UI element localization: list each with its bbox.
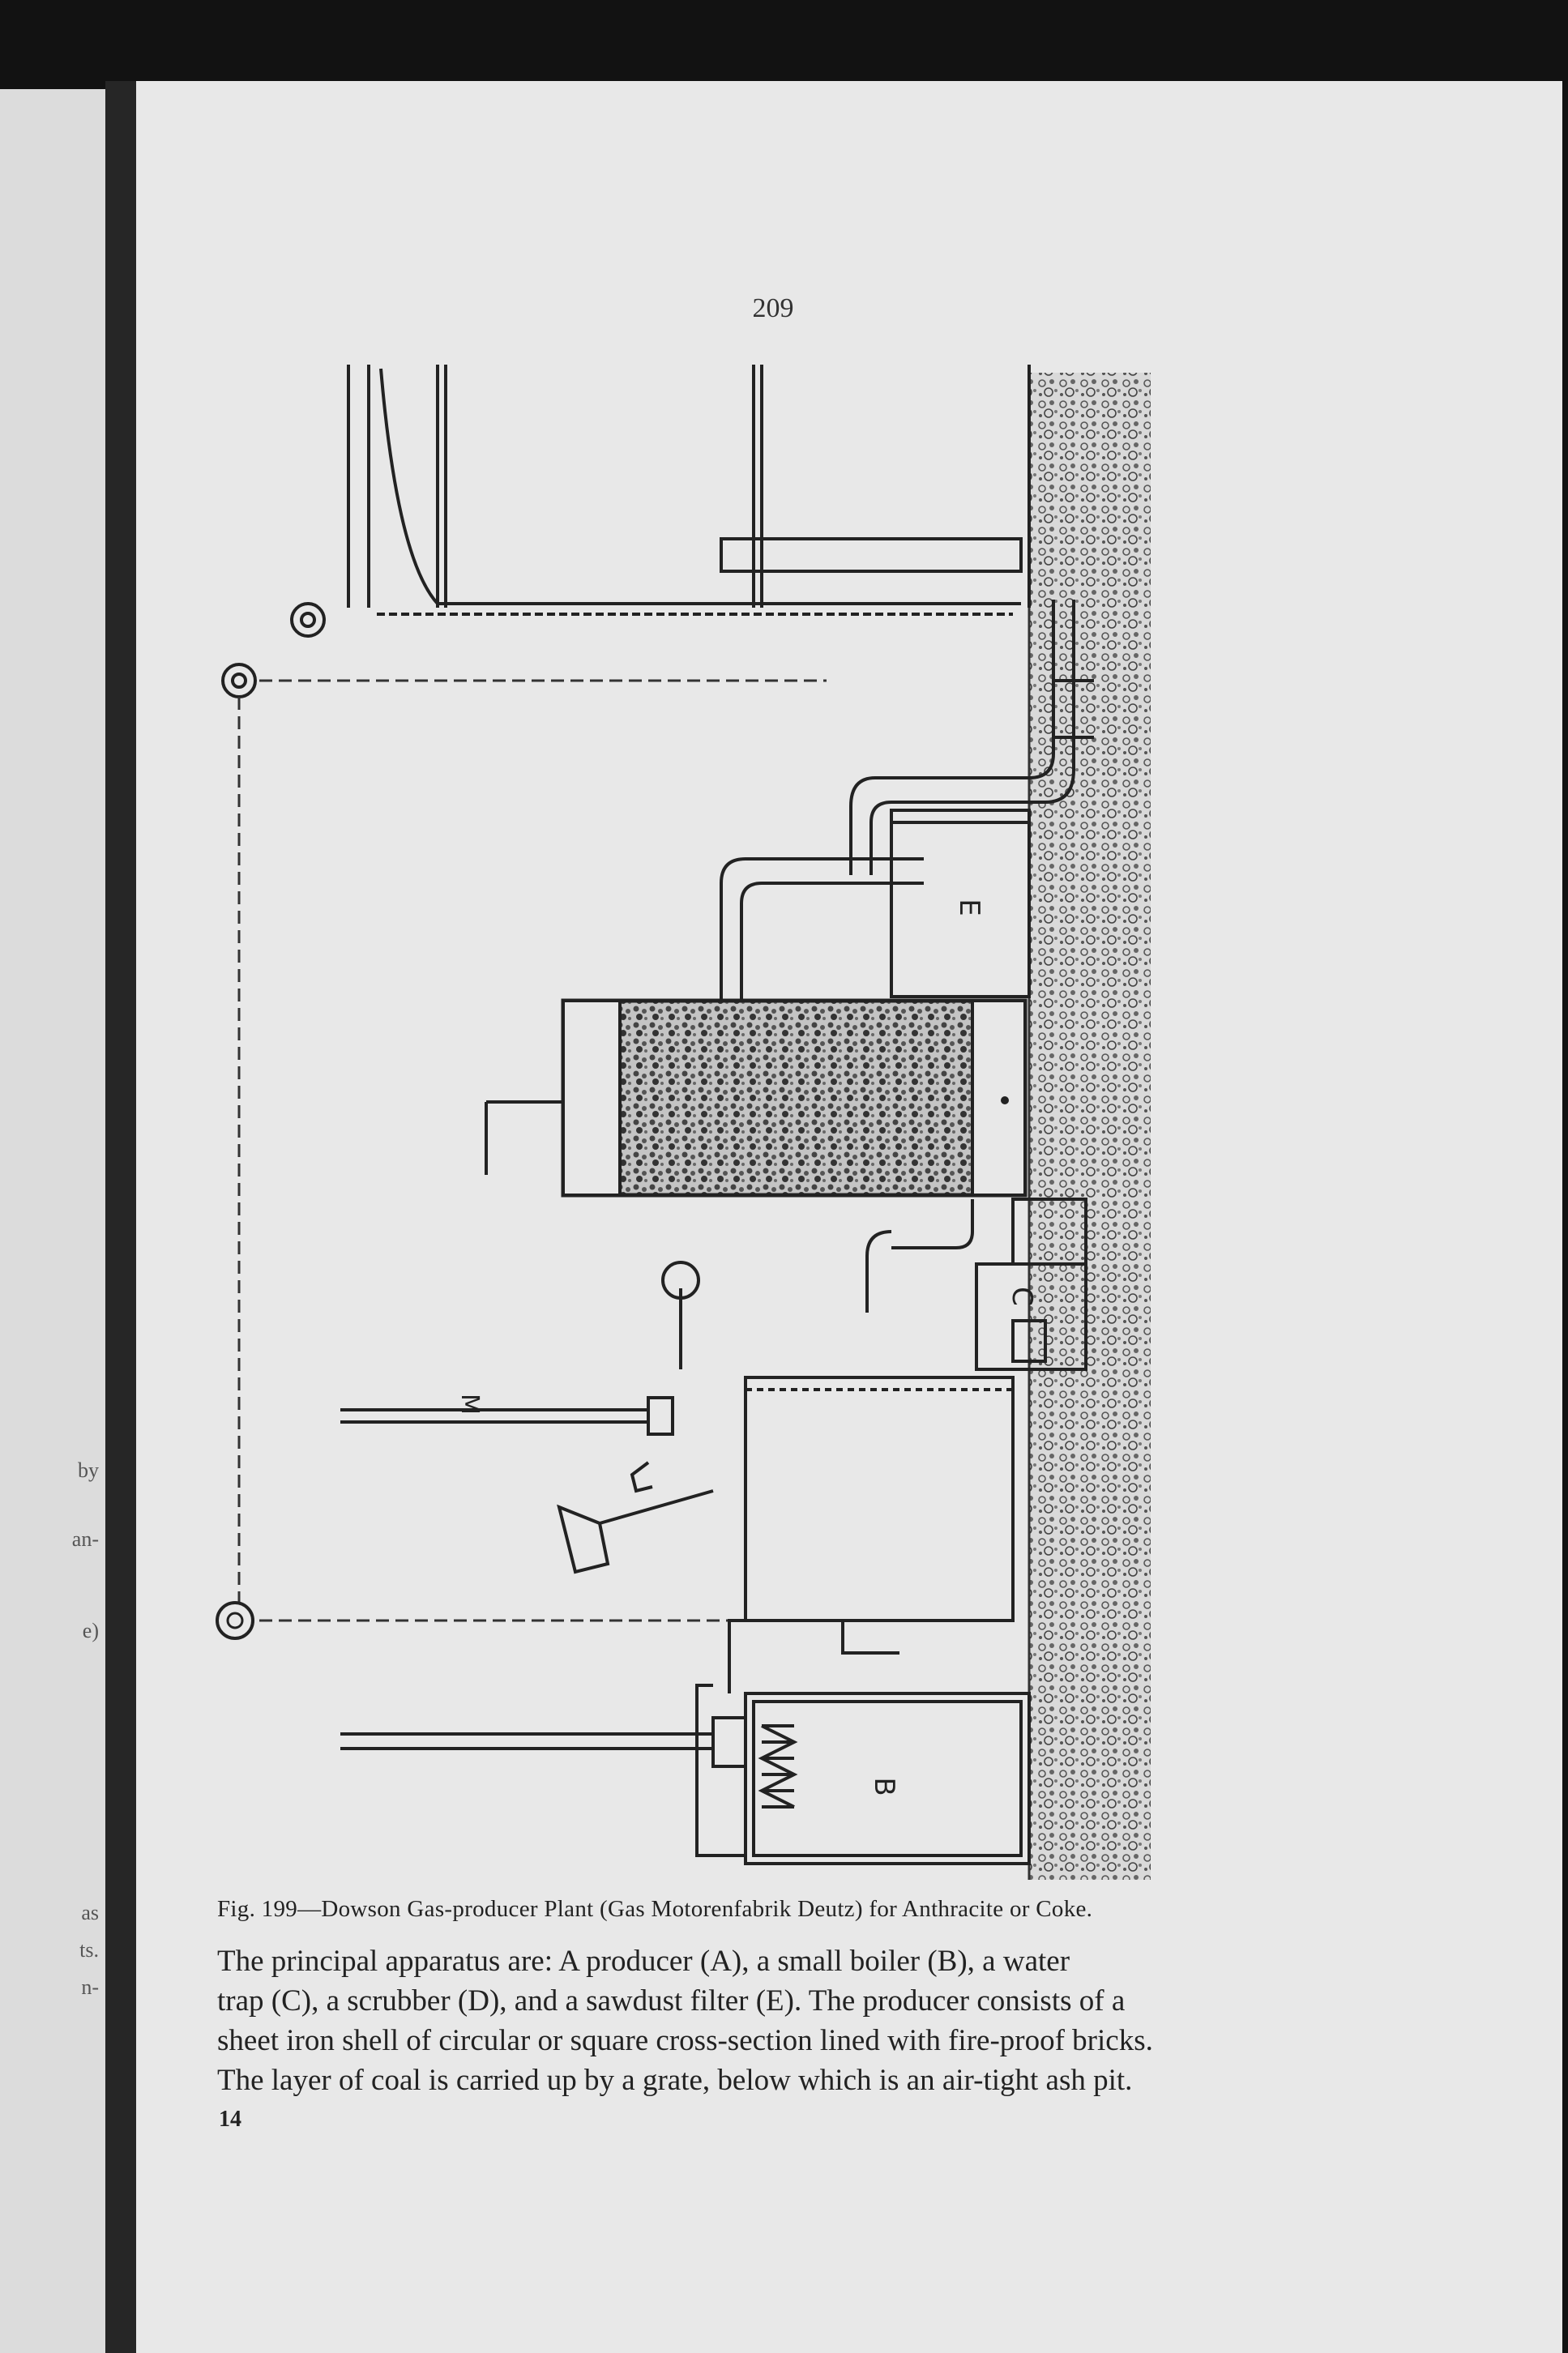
left-page-fragment: by xyxy=(78,1458,99,1482)
gas-holder xyxy=(223,365,1029,697)
boiler xyxy=(340,1621,1029,1864)
body-text xyxy=(217,1941,1263,2100)
left-page-fragment: as xyxy=(81,1901,99,1924)
body-line: The principal apparatus are: A producer (A), a small boiler (B), a water xyxy=(217,1945,1070,1978)
body-line: trap (C), a scrubber (D), and a sawdust filter (E). The producer consists of a xyxy=(217,1984,1126,2018)
left-page-fragment: n- xyxy=(81,1975,99,1999)
figure-caption: Fig. 199—Dowson Gas-producer Plant (Gas Motorenfabrik Deutz) for Anthracite or Coke. xyxy=(217,1896,1093,1922)
ground-masonry xyxy=(1029,373,1151,1880)
left-page-edge xyxy=(0,89,105,2353)
producer xyxy=(340,1262,1013,1621)
label-c: C xyxy=(1006,1287,1038,1306)
body-line: The layer of coal is carried up by a grate, below which is an air-tight ash pit. xyxy=(217,2064,1133,2097)
body-line: sheet iron shell of circular or square cross-section lined with fire-proof bricks. xyxy=(217,2024,1153,2057)
left-page-fragment: ts. xyxy=(79,1938,99,1962)
label-b: B xyxy=(868,1777,900,1796)
scrubber xyxy=(486,1001,1025,1195)
left-page-fragment: an- xyxy=(71,1527,99,1551)
book-binding xyxy=(105,81,136,2353)
gas-producer-diagram xyxy=(194,357,1248,1888)
left-page-fragment: e) xyxy=(82,1619,99,1642)
label-m: M xyxy=(455,1394,484,1415)
gas-producer-figure xyxy=(194,357,1248,1892)
page-number: 209 xyxy=(752,293,794,323)
signature-mark: 14 xyxy=(219,2107,241,2132)
label-e: E xyxy=(953,899,985,916)
